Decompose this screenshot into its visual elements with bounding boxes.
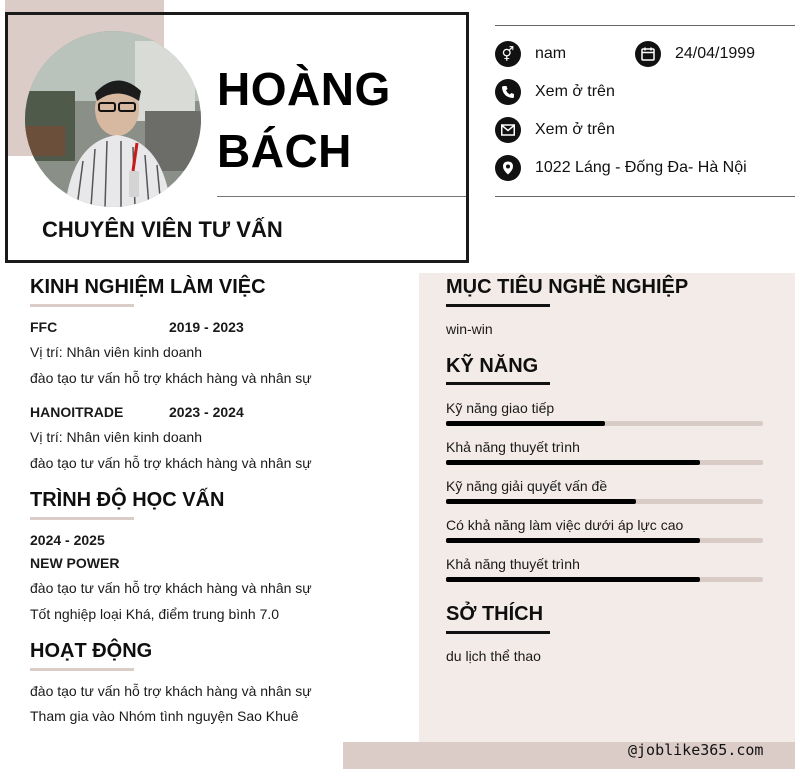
skills-title-underline [446, 382, 550, 385]
location-pin-icon [495, 155, 521, 181]
contact-top-divider [495, 25, 795, 26]
experience-position: Vị trí: Nhân viên kinh doanh [30, 429, 202, 445]
name-line-1: HOÀNG [217, 63, 391, 115]
activities-title: HOẠT ĐỘNG [30, 640, 153, 662]
skill-label: Kỹ năng giải quyết vấn đề [446, 478, 608, 494]
experience-period: 2019 - 2023 [169, 319, 244, 335]
hobbies-title-underline [446, 631, 550, 634]
experience-description: đào tạo tư vấn hỗ trợ khách hàng và nhân sự [30, 455, 312, 471]
phone-value: Xem ở trên [535, 83, 615, 100]
skills-title: KỸ NĂNG [446, 355, 539, 377]
objective-text: win-win [446, 321, 493, 337]
objective-title-underline [446, 304, 550, 307]
skill-label: Khả năng thuyết trình [446, 439, 580, 455]
experience-position: Vị trí: Nhân viên kinh doanh [30, 344, 202, 360]
skill-bar-fill [446, 460, 700, 465]
name-divider [217, 196, 466, 197]
education-result: Tốt nghiệp loại Khá, điểm trung bình 7.0 [30, 606, 280, 622]
skill-bar-fill [446, 577, 700, 582]
mail-icon [495, 117, 521, 143]
birthday-value: 24/04/1999 [675, 45, 756, 62]
name-line-2: BÁCH [217, 125, 352, 177]
education-title: TRÌNH ĐỘ HỌC VẤN [30, 489, 225, 511]
experience-period: 2023 - 2024 [169, 404, 244, 420]
contact-bottom-divider [495, 196, 795, 197]
education-description: đào tạo tư vấn hỗ trợ khách hàng và nhân sự [30, 580, 312, 596]
experience-description: đào tạo tư vấn hỗ trợ khách hàng và nhân sự [30, 370, 312, 386]
skill-bar-track [446, 460, 763, 465]
avatar [25, 31, 201, 207]
job-title: CHUYÊN VIÊN TƯ VẤN [42, 217, 283, 242]
hobbies-title: SỞ THÍCH [446, 603, 544, 625]
experience-title-underline [30, 304, 134, 307]
skill-bar-track [446, 499, 763, 504]
skill-bar-track [446, 577, 763, 582]
calendar-icon [635, 41, 661, 67]
watermark-text: @joblike365.com [628, 741, 764, 759]
email-value: Xem ở trên [535, 121, 615, 138]
hobbies-text: du lịch thể thao [446, 648, 541, 664]
experience-company: HANOITRADE [30, 404, 124, 420]
activities-title-underline [30, 668, 134, 671]
gender-value: nam [535, 45, 567, 62]
education-school: NEW POWER [30, 555, 120, 571]
objective-title: MỤC TIÊU NGHỀ NGHIỆP [446, 276, 689, 298]
skill-bar-track [446, 421, 763, 426]
experience-company: FFC [30, 319, 58, 335]
skill-bar-track [446, 538, 763, 543]
activity-item: Tham gia vào Nhóm tình nguyện Sao Khuê [30, 708, 299, 724]
education-title-underline [30, 517, 134, 520]
phone-icon [495, 79, 521, 105]
education-period: 2024 - 2025 [30, 532, 105, 548]
skill-bar-fill [446, 538, 700, 543]
activity-item: đào tạo tư vấn hỗ trợ khách hàng và nhân sự [30, 683, 312, 699]
experience-title: KINH NGHIỆM LÀM VIỆC [30, 276, 266, 298]
skill-bar-fill [446, 421, 605, 426]
skill-bar-fill [446, 499, 636, 504]
gender-icon: ⚥ [495, 41, 521, 67]
skill-label: Có khả năng làm việc dưới áp lực cao [446, 517, 684, 533]
address-value: 1022 Láng - Đống Đa- Hà Nội [535, 159, 747, 176]
candidate-name [217, 58, 391, 182]
skill-label: Khả năng thuyết trình [446, 556, 580, 572]
skill-label: Kỹ năng giao tiếp [446, 400, 555, 416]
